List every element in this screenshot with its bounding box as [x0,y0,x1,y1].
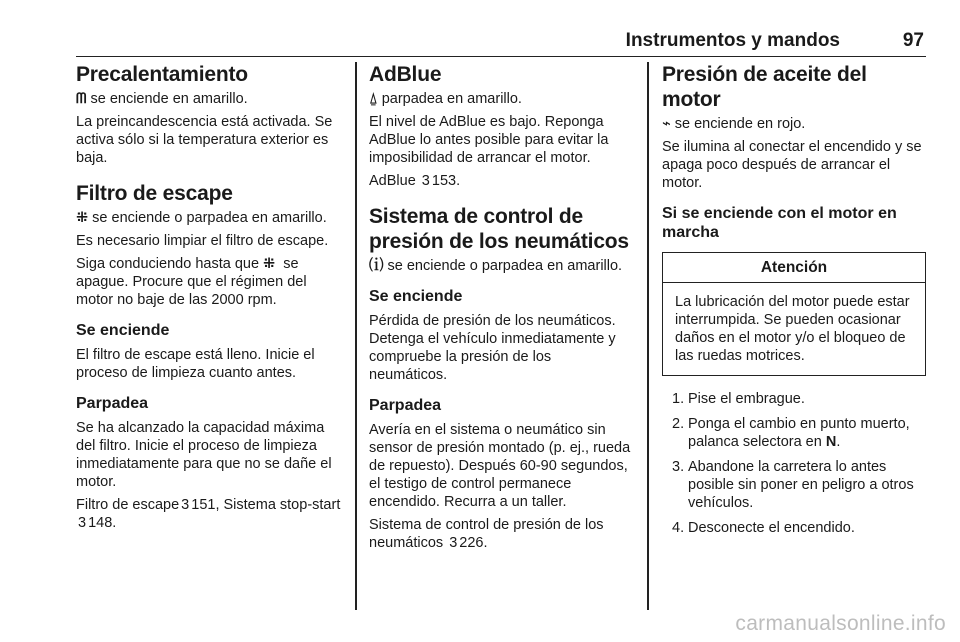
steps-list [662,390,926,537]
paragraph: Filtro de escape 3 151, Sistema stop-start 3 148. [76,497,341,531]
paragraph: ⍙ parpadea en amarillo. [369,91,522,107]
paragraph: El filtro de escape está lleno. Inicie el proceso de limpieza cuanto antes. [76,347,315,381]
column-middle [369,62,633,557]
paragraph: Se ha alcanzado la capacidad máxima del filtro. Inicie el proceso de limpieza inmediatamente para que no se dañe el motor. [76,420,332,490]
page-reference-icon[interactable]: 3 [181,497,190,513]
oil-can-icon: ⌁ [662,116,671,132]
paragraph: AdBlue 3 153. [369,173,461,189]
warning-notice-box [662,252,926,376]
column-right [662,62,926,544]
page-reference-icon[interactable]: 3 [421,173,430,189]
notice-body: La lubricación del motor puede estar interrumpida. Se pueden ocasionar daños en el motor y/o el bloqueo de las ruedas motrices. [675,294,910,364]
page-header [76,12,926,57]
paragraph: ⁜ se enciende o parpadea en amarillo. [76,210,327,226]
section-heading-precalentamiento: Precalentamiento [76,63,248,86]
adblue-icon: ⍙ [369,91,378,107]
exhaust-filter-icon: ⁜ [263,256,276,272]
paragraph: Se ilumina al conectar el encendido y se apaga poco después de arrancar el motor. [662,139,922,191]
paragraph: Es necesario limpiar el filtro de escape. [76,233,329,249]
subheading-parpadea: Parpadea [76,395,149,412]
list-item: 3. Abandone la carretera lo antes posible sin poner en peligro a otros vehículos. [672,459,914,511]
column-divider [355,62,357,610]
page-reference-icon[interactable]: 3 [449,535,458,551]
paragraph: Avería en el sistema o neumático sin sensor de presión montado (p. ej., rueda de repuesto). Después 60-90 segundos, el testigo de control permanece encendido. Recurra a un taller. [369,422,631,510]
subheading-se-enciende: Se enciende [76,322,170,339]
column-left [76,62,344,537]
page-number: 97 [902,30,924,51]
section-heading-tpms: Sistema de control de presión de los neumáticos [369,205,629,253]
chapter-title: Instrumentos y mandos [625,30,840,51]
exhaust-filter-icon: ⁜ [76,210,89,226]
paragraph: La preincandescencia está activada. Se activa sólo si la temperatura exterior es baja. [76,114,333,166]
subheading-se-enciende: Se enciende [369,288,463,305]
paragraph: ⌁ se enciende en rojo. [662,116,806,132]
page-reference-icon[interactable]: 3 [78,515,87,531]
paragraph: El nivel de AdBlue es bajo. Reponga AdBlue lo antes posible para evitar la imposibilidad de arrancar el motor. [369,114,609,166]
watermark: carmanualsonline.info [735,612,946,635]
glow-plug-icon: ᗰ [76,91,87,107]
paragraph: ᗰ se enciende en amarillo. [76,91,248,107]
section-heading-filtro: Filtro de escape [76,182,233,205]
list-item: 2. Ponga el cambio en punto muerto, palanca selectora en N. [672,416,910,450]
column-divider [647,62,649,610]
section-heading-adblue: AdBlue [369,63,442,86]
section-heading-presion-aceite: Presión de aceite del motor [662,63,867,111]
notice-title: Atención [663,253,925,283]
paragraph: Sistema de control de presión de los neumáticos 3 226. [369,517,604,551]
tire-pressure-icon: ⒤ [369,258,384,274]
paragraph: ⒤ se enciende o parpadea en amarillo. [369,258,623,274]
paragraph: Pérdida de presión de los neumáticos. Detenga el vehículo inmediatamente y compruebe la presión de los neumáticos. [369,313,616,383]
list-item: 4. Desconecte el encendido. [672,520,855,536]
subheading-si-se-enciende: Si se enciende con el motor en marcha [662,205,897,241]
subheading-parpadea: Parpadea [369,397,442,414]
list-item: 1. Pise el embrague. [672,391,805,407]
paragraph: Siga conduciendo hasta que ⁜ se apague. Procure que el régimen del motor no baje de las 2000 rpm. [76,256,307,308]
